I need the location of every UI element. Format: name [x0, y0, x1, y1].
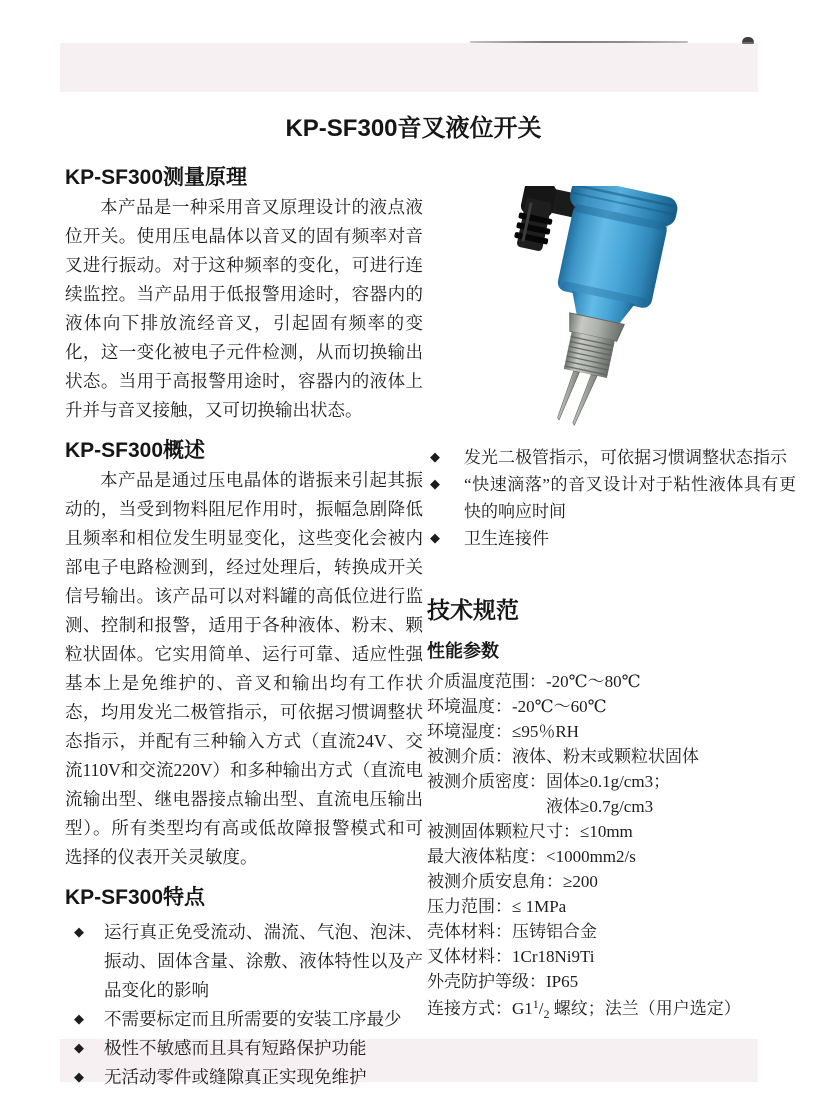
right-feature-item-text: “快速滴落”的音叉设计对于粘性液体具有更快的响应时间	[464, 475, 796, 521]
scan-artifact-line	[470, 41, 688, 43]
right-feature-item	[426, 471, 796, 525]
spec-line: 壳体材料：压铸铝合金	[427, 922, 597, 941]
feature-item-text: 不需要标定而且所需要的安装工序最少	[104, 1009, 402, 1029]
spec-line: 被测固体颗粒尺寸：≤10mm	[427, 822, 633, 841]
fraction-denominator: 2	[543, 1007, 550, 1021]
tuning-fork-prong-right	[572, 373, 597, 428]
feature-item	[65, 1005, 423, 1034]
left-column	[65, 152, 423, 1092]
fraction-numerator: 1	[532, 997, 539, 1011]
feature-item-text: 极性不敏感而且具有短路保护功能	[104, 1038, 367, 1058]
spec-line: 叉体材料：1Cr18Ni9Ti	[427, 947, 595, 966]
page-title: KP-SF300音叉液位开关	[285, 115, 542, 142]
right-features-list	[426, 444, 796, 552]
feature-item	[65, 1063, 423, 1092]
spec-line: 压力范围：≤ 1MPa	[427, 897, 567, 916]
diamond-bullet-icon: ◆	[430, 531, 440, 546]
spec-line-connection	[427, 994, 741, 1024]
principle-heading: KP-SF300测量原理	[65, 166, 248, 189]
spec-line: 最大液体粘度：<1000mm2/s	[427, 847, 636, 866]
feature-item	[65, 918, 423, 1005]
product-photo-tuning-fork-switch	[492, 186, 742, 431]
spec-line: 被测介质密度：固体≥0.1g/cm3；	[427, 772, 671, 791]
feature-item	[65, 1034, 423, 1063]
overview-paragraph: 本产品是通过压电晶体的谐振来引起其振动的，当受到物料阻尼作用时，振幅急剧降低且频率和相位发生明显变化，这些变化会被内部电子电路检测到，经过处理后，转换成开关信号输出。该产品可以对料罐的高低位进行监测、控制和报警，适用于各种液体、粉末、颗粒状固体。它实用简单、运行可靠、适应性强基本上是免维护的、音叉和输出均有工作状态，均用发光二极管指示，可依据习惯调整状态指示，并配有三种输入方式（直流24V、交流110V和交流220V）和多种输出方式（直流电流输出型、继电器接点输出型、直流电压输出型）。所有类型均有高或低故障报警模式和可选择的仪表开关灵敏度。	[65, 470, 423, 867]
performance-subheading: 性能参数	[427, 641, 499, 661]
diamond-bullet-icon: ◆	[74, 925, 84, 940]
tech-spec-heading: 技术规范	[427, 597, 519, 623]
spec-line: 环境温度：-20℃～60℃	[427, 697, 607, 716]
diamond-bullet-icon: ◆	[74, 1070, 84, 1085]
tuning-fork-prongs	[557, 370, 597, 428]
scan-artifact-speck	[742, 37, 754, 44]
right-feature-item	[426, 525, 796, 552]
overview-heading: KP-SF300概述	[65, 439, 206, 462]
features-heading: KP-SF300特点	[65, 886, 206, 909]
fraction-slash: /	[538, 999, 544, 1018]
diamond-bullet-icon: ◆	[430, 477, 440, 492]
spec-line: 液体≥0.7g/cm3	[427, 797, 654, 816]
spec-line: 被测介质安息角：≥200	[427, 872, 598, 891]
spec-line: 被测介质：液体、粉末或颗粒状固体	[427, 747, 699, 766]
right-feature-item-text: 发光二极管指示，可依据习惯调整状态指示	[464, 448, 787, 467]
feature-item-text: 无活动零件或缝隙真正实现免维护	[104, 1067, 367, 1087]
feature-item-text: 运行真正免受流动、湍流、气泡、泡沫、振动、固体含量、涂敷、液体特性以及产品变化的影响	[104, 922, 423, 1000]
diamond-bullet-icon: ◆	[74, 1012, 84, 1027]
diamond-bullet-icon: ◆	[74, 1041, 84, 1056]
features-list	[65, 918, 423, 1092]
principle-paragraph: 本产品是一种采用音叉原理设计的液点液位开关。使用压电晶体以音叉的固有频率对音叉进行振动。对于这种频率的变化，可进行连续监控。当产品用于低报警用途时，容器内的液体向下排放流经音叉，引起固有频率的变化，这一变化被电子元件检测，从而切换输出状态。当用于高报警用途时，容器内的液体上升并与音叉接触，又可切换输出状态。	[65, 197, 423, 420]
spec-line: 环境湿度：≤95％RH	[427, 722, 579, 741]
spec-list	[427, 669, 807, 994]
diamond-bullet-icon: ◆	[430, 450, 440, 465]
top-band	[60, 43, 758, 92]
spec-line: 外壳防护等级：IP65	[427, 972, 579, 991]
mounting-thread	[558, 313, 624, 379]
right-feature-item-text: 卫生连接件	[464, 529, 549, 548]
connection-suffix: 螺纹；法兰（用户选定）	[549, 999, 741, 1018]
device-housing	[552, 203, 669, 331]
spec-line: 介质温度范围：-20℃～80℃	[427, 672, 641, 691]
connection-prefix: 连接方式：G1	[427, 999, 533, 1018]
right-feature-item	[426, 444, 796, 471]
